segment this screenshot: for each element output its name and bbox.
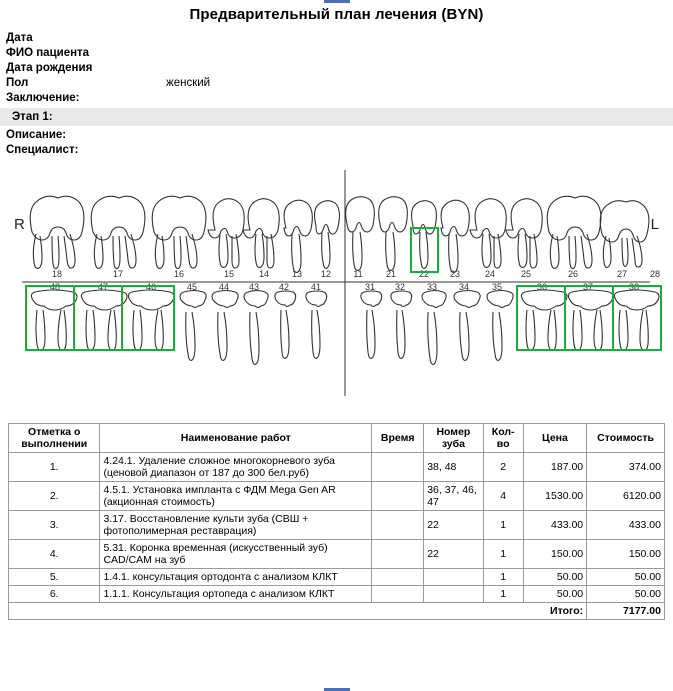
- tooth-17[interactable]: [91, 196, 145, 268]
- tooth-selection-boxes[interactable]: [26, 228, 661, 350]
- table-header-row: [9, 424, 665, 453]
- field-description-label: Описание:: [6, 129, 67, 141]
- row-mark: 5.: [9, 569, 100, 586]
- field-birth-date: [6, 61, 673, 76]
- table-row: [9, 482, 665, 511]
- tooth-25[interactable]: [506, 199, 542, 268]
- row-price: 187.00: [523, 453, 586, 482]
- svg-text:44: 44: [218, 282, 230, 292]
- row-qty: 1: [483, 540, 523, 569]
- table-row: [9, 586, 665, 603]
- tooth-23[interactable]: [441, 200, 469, 272]
- svg-text:13: 13: [291, 269, 303, 279]
- top-page-marker: [324, 0, 350, 3]
- svg-text:25: 25: [520, 269, 532, 279]
- header-name: Наименование работ: [100, 424, 372, 453]
- stage-fields: [0, 126, 673, 158]
- header-sum: Стоимость: [587, 424, 665, 453]
- svg-text:34: 34: [458, 282, 470, 292]
- stage-header: Этап 1:: [0, 108, 673, 126]
- tooth-43[interactable]: [244, 291, 268, 365]
- row-qty: 4: [483, 482, 523, 511]
- tooth-12[interactable]: [315, 201, 340, 269]
- selection-tooth-38[interactable]: [613, 286, 661, 350]
- row-tooth: 36, 37, 46, 47: [424, 482, 483, 511]
- header-mark: Отметка о выполнении: [9, 424, 100, 453]
- row-time: [372, 586, 424, 603]
- row-name: 5.31. Коронка временная (искусственный зуб) CAD/CAM на зуб: [100, 540, 372, 569]
- row-qty: 1: [483, 586, 523, 603]
- tooth-22[interactable]: [412, 201, 437, 269]
- tooth-47[interactable]: [81, 290, 127, 350]
- row-mark: 4.: [9, 540, 100, 569]
- header-price: Цена: [523, 424, 586, 453]
- tooth-15[interactable]: [208, 199, 244, 268]
- svg-text:14: 14: [258, 269, 270, 279]
- svg-text:22: 22: [418, 269, 430, 279]
- svg-text:26: 26: [567, 269, 579, 279]
- field-specialist: [6, 143, 673, 158]
- tooth-36[interactable]: [521, 290, 567, 350]
- upper-right-numbers: [52, 269, 363, 279]
- field-patient-name-label: ФИО пациента: [6, 47, 90, 59]
- row-mark: 1.: [9, 453, 100, 482]
- row-price: 50.00: [523, 586, 586, 603]
- svg-text:41: 41: [310, 282, 322, 292]
- page-title: Предварительный план лечения (BYN): [189, 6, 484, 23]
- row-time: [372, 540, 424, 569]
- svg-text:27: 27: [616, 269, 628, 279]
- row-sum: 6120.00: [587, 482, 665, 511]
- odontogram-svg[interactable]: [0, 164, 673, 419]
- row-qty: 2: [483, 453, 523, 482]
- tooth-46[interactable]: [128, 290, 174, 350]
- field-date: [6, 31, 673, 46]
- svg-text:37: 37: [582, 282, 594, 292]
- tooth-45[interactable]: [180, 291, 206, 361]
- row-qty: 1: [483, 511, 523, 540]
- patient-fields: [0, 27, 673, 106]
- tooth-26[interactable]: [547, 196, 601, 268]
- field-conclusion-label: Заключение:: [6, 92, 80, 104]
- svg-text:32: 32: [394, 282, 406, 292]
- total-label: Итого:: [9, 603, 587, 620]
- tooth-21[interactable]: [379, 197, 408, 271]
- tooth-27[interactable]: [600, 201, 649, 268]
- row-sum: 50.00: [587, 569, 665, 586]
- tooth-44[interactable]: [212, 291, 238, 361]
- tooth-33[interactable]: [422, 291, 446, 365]
- upper-left-numbers: [386, 269, 660, 279]
- row-sum: 374.00: [587, 453, 665, 482]
- selection-tooth-22[interactable]: [411, 228, 438, 272]
- row-name: 1.4.1. консультация ортодонта с анализом КЛКТ: [100, 569, 372, 586]
- row-name: 3.17. Восстановление культи зуба (СВШ + фотополимерная реставрация): [100, 511, 372, 540]
- header-tooth: Номер зуба: [424, 424, 483, 453]
- svg-text:36: 36: [536, 282, 548, 292]
- selection-tooth-46[interactable]: [122, 286, 174, 350]
- svg-text:47: 47: [97, 282, 109, 292]
- svg-text:35: 35: [491, 282, 503, 292]
- field-birth-date-label: Дата рождения: [6, 62, 93, 74]
- svg-text:17: 17: [112, 269, 124, 279]
- svg-text:31: 31: [364, 282, 376, 292]
- svg-text:21: 21: [385, 269, 397, 279]
- row-price: 50.00: [523, 569, 586, 586]
- field-gender-label: Пол: [6, 77, 29, 89]
- row-sum: 50.00: [587, 586, 665, 603]
- tooth-41[interactable]: [306, 291, 327, 358]
- svg-text:28: 28: [649, 269, 661, 279]
- row-name: 4.24.1. Удаление сложное многокорневого зуба (ценовой диапазон от 187 до 300 бел.руб): [100, 453, 372, 482]
- row-tooth: [424, 586, 483, 603]
- field-description: [6, 128, 673, 143]
- row-time: [372, 453, 424, 482]
- row-time: [372, 511, 424, 540]
- svg-text:42: 42: [278, 282, 290, 292]
- row-tooth: 22: [424, 540, 483, 569]
- row-sum: 150.00: [587, 540, 665, 569]
- tooth-18[interactable]: [30, 196, 84, 268]
- tooth-37[interactable]: [568, 290, 613, 350]
- header-qty: Кол-во: [483, 424, 523, 453]
- tooth-13[interactable]: [284, 200, 312, 272]
- field-gender: [6, 76, 673, 91]
- field-patient-name: [6, 46, 673, 61]
- side-label-right: R: [14, 216, 25, 233]
- row-mark: 2.: [9, 482, 100, 511]
- table-row: [9, 540, 665, 569]
- svg-text:48: 48: [49, 282, 61, 292]
- row-time: [372, 569, 424, 586]
- tooth-31[interactable]: [361, 291, 382, 358]
- row-time: [372, 482, 424, 511]
- tooth-14[interactable]: [243, 199, 279, 268]
- svg-text:23: 23: [449, 269, 461, 279]
- table-row: [9, 511, 665, 540]
- field-specialist-label: Специалист:: [6, 144, 79, 156]
- selection-tooth-37[interactable]: [565, 286, 613, 350]
- row-mark: 3.: [9, 511, 100, 540]
- svg-text:46: 46: [145, 282, 157, 292]
- row-tooth: [424, 569, 483, 586]
- tooth-42[interactable]: [275, 291, 296, 358]
- odontogram[interactable]: [0, 164, 673, 419]
- tooth-38[interactable]: [614, 290, 659, 350]
- header-time: Время: [372, 424, 424, 453]
- row-tooth: 22: [424, 511, 483, 540]
- row-name: 1.1.1. Консультация ортопеда с анализом КЛКТ: [100, 586, 372, 603]
- selection-tooth-48[interactable]: [26, 286, 74, 350]
- svg-text:45: 45: [186, 282, 198, 292]
- field-date-label: Дата: [6, 32, 33, 44]
- tooth-32[interactable]: [391, 291, 412, 358]
- field-conclusion: [6, 91, 673, 106]
- tooth-48[interactable]: [31, 290, 77, 350]
- table-row: [9, 569, 665, 586]
- tooth-24[interactable]: [470, 199, 506, 268]
- total-value: 7177.00: [587, 603, 665, 620]
- svg-text:16: 16: [173, 269, 185, 279]
- svg-text:24: 24: [484, 269, 496, 279]
- svg-text:43: 43: [248, 282, 260, 292]
- svg-text:11: 11: [353, 269, 363, 279]
- selection-tooth-36[interactable]: [517, 286, 565, 350]
- row-price: 150.00: [523, 540, 586, 569]
- row-price: 433.00: [523, 511, 586, 540]
- svg-text:38: 38: [628, 282, 640, 292]
- row-qty: 1: [483, 569, 523, 586]
- row-sum: 433.00: [587, 511, 665, 540]
- table-total-row: [9, 603, 665, 620]
- tooth-34[interactable]: [454, 291, 480, 361]
- works-table: [8, 423, 665, 620]
- svg-text:12: 12: [320, 269, 332, 279]
- row-price: 1530.00: [523, 482, 586, 511]
- field-gender-value: женский: [166, 77, 211, 89]
- svg-text:33: 33: [426, 282, 438, 292]
- svg-text:18: 18: [51, 269, 63, 279]
- tooth-35[interactable]: [487, 291, 513, 361]
- row-name: 4.5.1. Установка импланта с ФДМ Mega Gen AR (акционная стоимость): [100, 482, 372, 511]
- tooth-11[interactable]: [346, 197, 375, 271]
- table-row: [9, 453, 665, 482]
- row-mark: 6.: [9, 586, 100, 603]
- row-tooth: 38, 48: [424, 453, 483, 482]
- tooth-16[interactable]: [152, 196, 206, 268]
- svg-text:15: 15: [223, 269, 235, 279]
- side-label-left: L: [650, 216, 659, 233]
